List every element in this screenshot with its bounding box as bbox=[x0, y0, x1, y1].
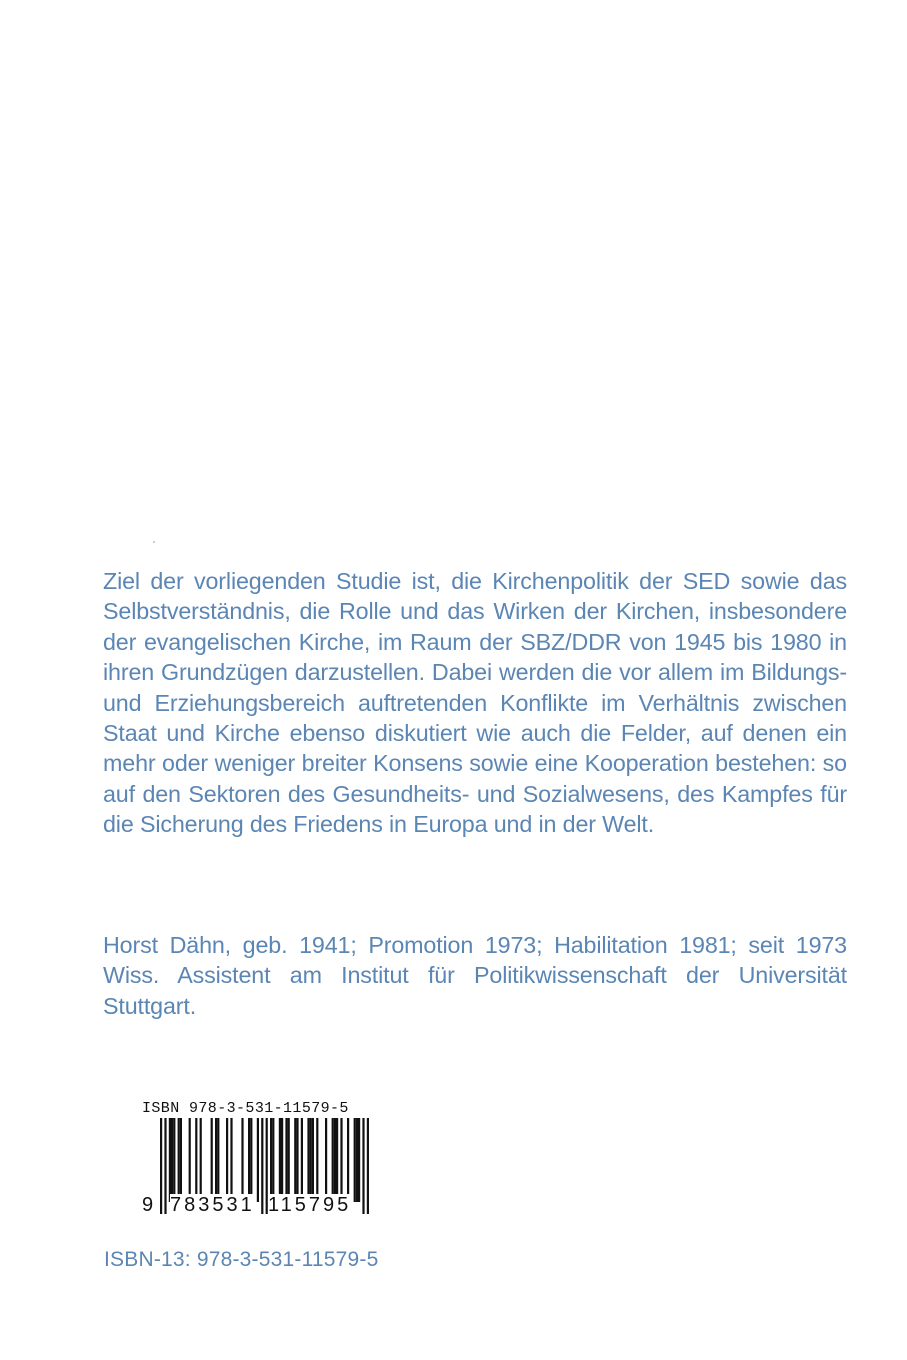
barcode-digits bbox=[142, 1192, 372, 1220]
barcode-bar bbox=[307, 1118, 309, 1202]
barcode-bar bbox=[169, 1118, 171, 1202]
barcode-bar bbox=[250, 1118, 252, 1202]
barcode-bar bbox=[178, 1118, 180, 1202]
print-speck bbox=[153, 541, 155, 543]
barcode-bar bbox=[301, 1118, 303, 1202]
ean-right-digits: 115795 bbox=[268, 1194, 352, 1216]
barcode-bar bbox=[281, 1118, 283, 1202]
barcode-bar bbox=[272, 1118, 274, 1202]
barcode-bar bbox=[340, 1118, 342, 1202]
barcode-bar bbox=[296, 1118, 298, 1202]
ean-first-digit: 9 bbox=[142, 1194, 154, 1216]
barcode-bar bbox=[347, 1118, 349, 1202]
barcode-bar bbox=[334, 1118, 336, 1202]
barcode-bar bbox=[200, 1118, 202, 1202]
barcode-bar bbox=[356, 1118, 358, 1202]
barcode-bar bbox=[270, 1118, 272, 1202]
barcode-bar bbox=[312, 1118, 314, 1202]
barcode-bar bbox=[241, 1118, 243, 1202]
barcode-bar bbox=[257, 1118, 259, 1202]
barcode-bar bbox=[336, 1118, 338, 1202]
barcode-bar bbox=[171, 1118, 173, 1202]
barcode-bar bbox=[248, 1118, 250, 1202]
barcode-isbn-label: ISBN 978-3-531-11579-5 bbox=[142, 1100, 349, 1117]
barcode-bar bbox=[294, 1118, 296, 1202]
barcode-bar bbox=[211, 1118, 213, 1202]
barcode-bar bbox=[285, 1118, 287, 1202]
barcode-bar bbox=[279, 1118, 281, 1202]
barcode-bar bbox=[325, 1118, 327, 1202]
barcode-bar bbox=[230, 1118, 232, 1202]
ean-left-digits: 783531 bbox=[170, 1194, 255, 1216]
barcode-bar bbox=[332, 1118, 334, 1202]
barcode-bar bbox=[173, 1118, 175, 1202]
isbn-barcode bbox=[142, 1100, 372, 1222]
isbn13-line: ISBN-13: 978-3-531-11579-5 bbox=[104, 1248, 379, 1271]
barcode-bar bbox=[226, 1118, 228, 1202]
barcode-bar bbox=[180, 1118, 182, 1202]
blurb-paragraph: Ziel der vorliegenden Studie ist, die Kirchenpolitik der SED sowie das Selbstverständnis, die Rolle und das Wirken der Kirchen, insbesondere der evangelischen Kirche, im Raum der SBZ/DDR von 1945 bis 1980 in ihren Grundzügen darzustellen. Dabei werden die vor allem im Bildungs- und Erziehungsbereich auftretenden Konflikte im Verhältnis zwischen Staat und Kirche ebenso diskutiert wie auch die Felder, auf denen ein mehr oder weniger breiter Konsens sowie eine Kooperation bestehen: so auf den Sektoren des Gesundheits- und Sozialwesens, des Kampfes für die Sicherung des Friedens in Europa und in der Welt. bbox=[103, 568, 847, 838]
barcode-bar bbox=[354, 1118, 356, 1202]
barcode-bar bbox=[195, 1118, 197, 1202]
barcode-bar bbox=[358, 1118, 360, 1202]
barcode-bar bbox=[310, 1118, 312, 1202]
barcode-bar bbox=[217, 1118, 219, 1202]
barcode-bar bbox=[288, 1118, 290, 1202]
barcode-bar bbox=[316, 1118, 318, 1202]
author-bio: Horst Dähn, geb. 1941; Promotion 1973; Habilitation 1981; seit 1973 Wiss. Assistent am Institut für Politikwissenschaft der Universität Stuttgart. bbox=[103, 932, 847, 1019]
barcode-bar bbox=[215, 1118, 217, 1202]
barcode-bar bbox=[189, 1118, 191, 1202]
